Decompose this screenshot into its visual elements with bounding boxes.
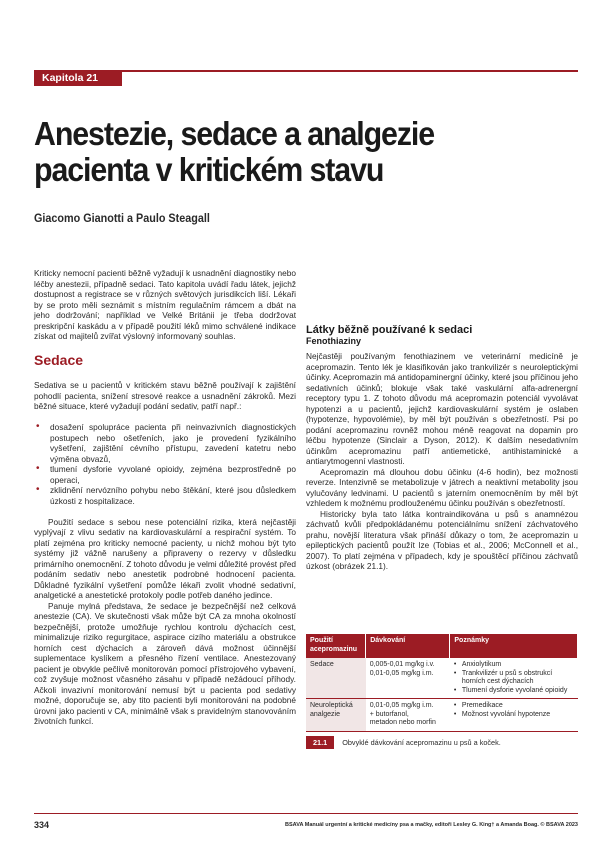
subheading-fenothiaziny: Fenothiaziny [306,336,362,346]
table-cell-use: Sedace [306,658,366,699]
section-heading-sedace: Sedace [34,352,84,368]
sedace-bullet-list [34,422,296,506]
table-row [306,699,578,731]
dose-line: + butorfanol, [369,710,409,718]
table-row [306,658,578,699]
table-cell-notes [450,699,578,731]
latky-paragraph-2: Acepromazin má dlouhou dobu účinku (4-6 hodin), bez možnosti reverze. Intenzivně se metabolizuje v játrech a neaktivní metabolity jsou vylučovány ledvinami. U pacientů s jaterním onemocněním by měl být vzhledem k možnému prodlouženému účinku používán s obezřetností. [306,466,578,508]
dose-line: 0,01-0,05 mg/kg i.m. [369,669,434,677]
dose-line: metadon nebo morfin [369,719,436,726]
chapter-rule [122,70,578,72]
chapter-badge: Kapitola 21 [34,70,122,86]
caption-text: Obvyklé dávkování acepromazinu u psů a koček. [342,737,501,747]
dose-line: 0,01-0,05 mg/kg i.m. [369,702,434,709]
latky-paragraph-1: Nejčastěji používaným fenothiazinem ve veterinární medicíně je acepromazin. Tento lék je klasifikován jako trankvilizér s neuroleptickými účinky. Acepromazin má antidopaminergní účinky, které jsou příčinou jeho sedativních účinků; blokuje však také vaskulární alfa-adrenergní receptory typu 1. Z tohoto důvodu má acepromazin potenciál vyvolávat hypotenzi a u pacientů, jejichž kardiovaskulární systém je oslaben (hypotenze, hypovolémie), by měl být používán s obezřetností. Psi po podání acepromazinu rovněž mohou méně reagovat na dopamin pro léčbu hypotenze (Sinclair a Dyson, 2012). K dalším nesedativním účinkům acepromazinu patří antiemetické, antihistaminické a antiarytmogenní vlastnosti. [306,351,578,466]
authors: Giacomo Gianotti a Paulo Steagall [34,211,210,225]
notes-list [454,661,574,695]
dosage-table [306,634,578,731]
column-header: Použití acepromazinu [306,634,366,658]
list-item: • zklidnění nervózního pohybu nebo štěkání, které jsou důsledkem úzkosti z hospitalizace. [34,485,296,506]
left-column [34,268,296,727]
caption-number: 21.1 [306,736,334,749]
list-item: • Tlumení dysforie vyvolané opioidy [454,687,574,696]
sedace-paragraph-3: Panuje mylná představa, že sedace je bezpečnější než celková anestezie (CA). Ve skutečnosti však může být CA za mnoha okolností bezpečnější, protože umožňuje rychlou kontrolu dýchacích cest, minimalizuje riziko regurgitace, aspirace cizího materiálu a obstrukce horních cest dýchacích a zároveň dává možnost účinnější suplementace kyslíkem a přesného řízení ventilace. Anestezovaný pacient je obvykle pečlivě monitorován pomocí přístrojového vybavení, což zvyšuje možnost včasného zásahu v případě nežádoucí příhody. Ačkoli invazivní monitorování nemusí být u pacienta pod sedativy možné, doporučuje se, aby tito pacienti byli monitorováni na podobné úrovni jako pacienti v CA, minimálně však s pravidelným stanovováním životních funkcí. [34,600,296,726]
notes-list [454,702,574,719]
page-number: 334 [34,820,50,830]
table-cell-dose [366,699,450,731]
column-header: Dávkování [366,634,450,658]
latky-paragraph-3: Historicky byla tato látka kontraindikována u psů s anamnézou záchvatů kvůli předpokládanému potenciálnímu snížení záchvatového prahu, novější literatura však přináší důkazy o tom, že acepromazin u epileptických pacientů použít lze (Tobias et al., 2006; McConnell et al., 2007). To platí zejména v případech, kdy je spouštěcí příčinou záchvatů úzkost (obrázek 21.1). [306,508,578,571]
dose-line: 0,005-0,01 mg/kg i.v. [369,661,435,668]
table-cell-dose [366,658,450,699]
intro-paragraph: Kriticky nemocní pacienti běžně vyžadují k usnadnění diagnostiky nebo léčby anestezii, případně sedaci. Tato kapitola uvádí řadu látek, jejichž dostupnost a registrace se v různých světových jurisdikcích liší. Lékaři by se proto měli seznámit s místním regulačním rámcem a dbát na jeho dodržování; například ve Velké Británii je třeba dodržovat preskripční kaskádu a v případě použití léků mimo schválené indikace získat od majitelů zvířat výslovný informovaný souhlas. [34,268,296,341]
table-cell-notes [450,658,578,699]
right-column [306,268,578,572]
dosage-table-figure [306,634,578,749]
list-item: • Anxiolytikum [454,661,574,670]
table-bottom-rule [306,731,578,732]
section-heading-latky: Látky běžně používané k sedaci [306,324,473,336]
list-item: • dosažení spolupráce pacienta při neinvazivních diagnostických postupech nebo ošetřeních, jako je provedení fyzikálního vyšetření, zajištění cévního přístupu, zavedení katetru nebo výměna obvazů, [34,422,296,464]
page-title: Anestezie, sedace a analgezie pacienta v kritickém stavu [34,115,434,188]
sedace-paragraph-1: Sedativa se u pacientů v kritickém stavu běžně používají k zajištění pohodlí pacienta, snížení stresové reakce a usnadnění zákroků. Mezi běžné situace, které vyžadují podání sedativ, patří např.: [34,380,296,411]
table-cell-use: Neuroleptická analgezie [306,699,366,731]
column-header: Poznámky [450,634,578,658]
footer-text: BSAVA Manuál urgentní a kritické medicíny psa a mačky, editoři Lesley G. King† a Amanda Boag. © BSAVA 2023 [285,822,578,828]
list-item: • tlumení dysforie vyvolané opioidy, zejména bezprostředně po operaci, [34,464,296,485]
continued-text-spacer [306,268,578,320]
list-item: • Možnost vyvolání hypotenze [454,711,574,720]
table-caption [306,736,578,749]
table-header-row [306,634,578,658]
list-item: • Trankvilizér u psů s obstrukcí horních cest dýchacích [454,670,574,687]
footer-rule [34,813,578,814]
sedace-paragraph-2: Použití sedace s sebou nese potenciální rizika, která nejčastěji vyplývají z vlivu sedativ na kardiovaskulární a respirační systém. To platí zejména pro kriticky nemocné pacienty, u nichž mohou být tyto systémy již vážně narušeny a připraveny o rezervy v důsledku primárního onemocnění. Z tohoto důvodu je velmi důležité provést před podáním sedativ nebo anestetik podrobné hodnocení pacienta. Důkladné fyzikální vyšetření pomůže lékaři zvolit vhodné sedativní, analgetické a anestetické protokoly podle potřeb daného jedince. [34,516,296,600]
list-item: • Premedikace [454,702,574,711]
